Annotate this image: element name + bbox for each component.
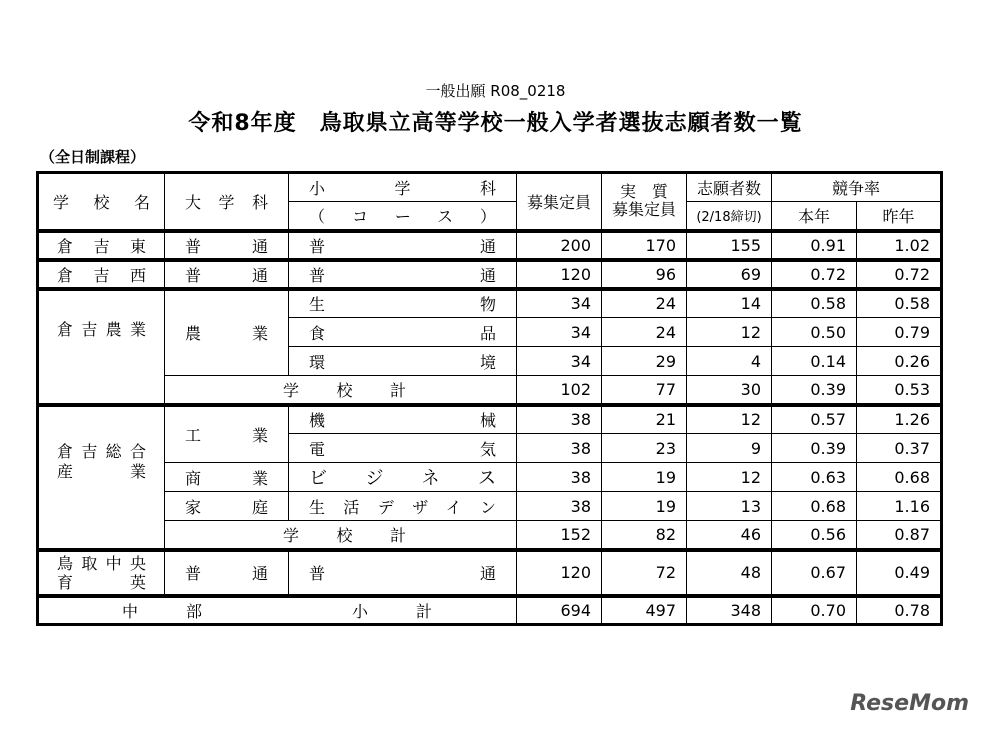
header-capacity: 募集定員: [517, 173, 602, 231]
header-real-line1: 実 質: [619, 182, 668, 202]
capacity: 102: [517, 376, 602, 405]
subdept: 機械: [309, 411, 496, 431]
ratio-this-year: 0.58: [772, 289, 857, 318]
ratio-last-year: 1.26: [857, 405, 942, 434]
table-row: [38, 492, 942, 521]
school-total-label: 学校計: [283, 380, 406, 400]
school-total-row: [38, 376, 942, 405]
capacity: 120: [517, 550, 602, 596]
region-subtotal-row: [38, 596, 942, 625]
ratio-this-year: 0.39: [772, 434, 857, 463]
ratio-last-year: 1.16: [857, 492, 942, 521]
ratio-this-year: 0.63: [772, 463, 857, 492]
applicants: 348: [687, 596, 772, 625]
header-school: 学校名: [53, 192, 150, 212]
table-row: [38, 463, 942, 492]
table-row: [38, 260, 942, 289]
school-name: 倉吉東: [57, 236, 146, 256]
school-name-line2: 育英: [57, 572, 146, 592]
ratio-last-year: 0.68: [857, 463, 942, 492]
header-dept: 大学科: [185, 192, 268, 212]
dept: 普通: [185, 265, 268, 285]
subdept: 普通: [309, 564, 496, 583]
real-capacity: 72: [602, 550, 687, 596]
document-subtitle: 一般出願 R08_0218: [425, 82, 566, 100]
ratio-this-year: 0.50: [772, 318, 857, 347]
course-label: （全日制課程）: [40, 148, 146, 166]
dept: 普通: [185, 236, 268, 256]
resemom-logo: ReseMom: [850, 691, 969, 716]
applicants: 30: [687, 376, 772, 405]
ratio-last-year: 1.02: [857, 231, 942, 260]
real-capacity: 29: [602, 347, 687, 376]
header-deadline: (2/18締切): [687, 202, 772, 231]
capacity: 34: [517, 318, 602, 347]
ratio-last-year: 0.37: [857, 434, 942, 463]
table-row: [38, 405, 942, 434]
school-total-label: 学校計: [283, 525, 406, 545]
real-capacity: 77: [602, 376, 687, 405]
header-subdept: 小学科: [309, 179, 496, 198]
real-capacity: 96: [602, 260, 687, 289]
ratio-last-year: 0.87: [857, 521, 942, 550]
ratio-this-year: 0.67: [772, 550, 857, 596]
school-name: 倉吉西: [57, 265, 146, 285]
region-name: 中部: [122, 601, 202, 621]
table-row: [38, 550, 942, 596]
dept: 家庭: [185, 497, 268, 517]
document-title: 令和8年度 鳥取県立高等学校一般入学者選抜志願者数一覧: [188, 111, 803, 136]
capacity: 152: [517, 521, 602, 550]
applicants-table: [36, 171, 943, 626]
ratio-last-year: 0.49: [857, 550, 942, 596]
school-name-line1: 鳥取中央: [57, 553, 146, 573]
capacity: 34: [517, 289, 602, 318]
subdept: 生物: [309, 295, 496, 315]
header-row: [38, 173, 942, 202]
real-capacity: 497: [602, 596, 687, 625]
applicants: 12: [687, 405, 772, 434]
real-capacity: 82: [602, 521, 687, 550]
ratio-last-year: 0.53: [857, 376, 942, 405]
applicants: 46: [687, 521, 772, 550]
ratio-last-year: 0.78: [857, 596, 942, 625]
real-capacity: 23: [602, 434, 687, 463]
ratio-last-year: 0.79: [857, 318, 942, 347]
header-ratio: 競争率: [772, 173, 942, 202]
real-capacity: 19: [602, 492, 687, 521]
ratio-last-year: 0.72: [857, 260, 942, 289]
ratio-last-year: 0.26: [857, 347, 942, 376]
subdept: 生活デザイン: [309, 497, 496, 517]
real-capacity: 19: [602, 463, 687, 492]
subtotal-label: 小計: [352, 601, 432, 621]
ratio-this-year: 0.91: [772, 231, 857, 260]
header-real-line2: 募集定員: [611, 200, 676, 220]
ratio-last-year: 0.58: [857, 289, 942, 318]
ratio-this-year: 0.14: [772, 347, 857, 376]
dept: 商業: [185, 468, 268, 488]
subdept: 普通: [309, 265, 496, 285]
capacity: 38: [517, 405, 602, 434]
applicants: 4: [687, 347, 772, 376]
header-real-capacity: [602, 173, 687, 231]
capacity: 694: [517, 596, 602, 625]
header-course: （コース）: [309, 206, 496, 226]
applicants: 48: [687, 550, 772, 596]
subdept: 食品: [309, 323, 496, 343]
applicants: 14: [687, 289, 772, 318]
ratio-this-year: 0.39: [772, 376, 857, 405]
ratio-this-year: 0.68: [772, 492, 857, 521]
dept: 工業: [185, 425, 268, 445]
real-capacity: 21: [602, 405, 687, 434]
real-capacity: 24: [602, 318, 687, 347]
school-name-line2: 産業: [57, 462, 146, 481]
applicants: 12: [687, 463, 772, 492]
capacity: 38: [517, 463, 602, 492]
subdept: 環境: [309, 352, 496, 372]
dept: 農業: [185, 324, 268, 344]
capacity: 120: [517, 260, 602, 289]
real-capacity: 24: [602, 289, 687, 318]
applicants: 155: [687, 231, 772, 260]
header-this-year: 本年: [772, 202, 857, 231]
applicants: 13: [687, 492, 772, 521]
real-capacity: 170: [602, 231, 687, 260]
ratio-this-year: 0.70: [772, 596, 857, 625]
applicants: 9: [687, 434, 772, 463]
ratio-this-year: 0.57: [772, 405, 857, 434]
region-subtotal-label: [38, 596, 517, 625]
capacity: 34: [517, 347, 602, 376]
subdept: 電気: [309, 439, 496, 459]
subdept: ビジネス: [309, 468, 496, 489]
school-name-line1: 倉吉総合: [57, 442, 146, 461]
dept: 普通: [185, 564, 268, 583]
capacity: 38: [517, 434, 602, 463]
school-total-row: [38, 521, 942, 550]
applicants: 12: [687, 318, 772, 347]
subdept: 普通: [309, 236, 496, 256]
header-applicants: 志願者数: [687, 173, 772, 202]
header-last-year: 昨年: [857, 202, 942, 231]
school-name: 倉吉農業: [57, 319, 146, 339]
capacity: 200: [517, 231, 602, 260]
applicants: 69: [687, 260, 772, 289]
table-row: [38, 231, 942, 260]
ratio-this-year: 0.56: [772, 521, 857, 550]
capacity: 38: [517, 492, 602, 521]
school-name: [57, 442, 146, 482]
table-row: [38, 289, 942, 318]
ratio-this-year: 0.72: [772, 260, 857, 289]
